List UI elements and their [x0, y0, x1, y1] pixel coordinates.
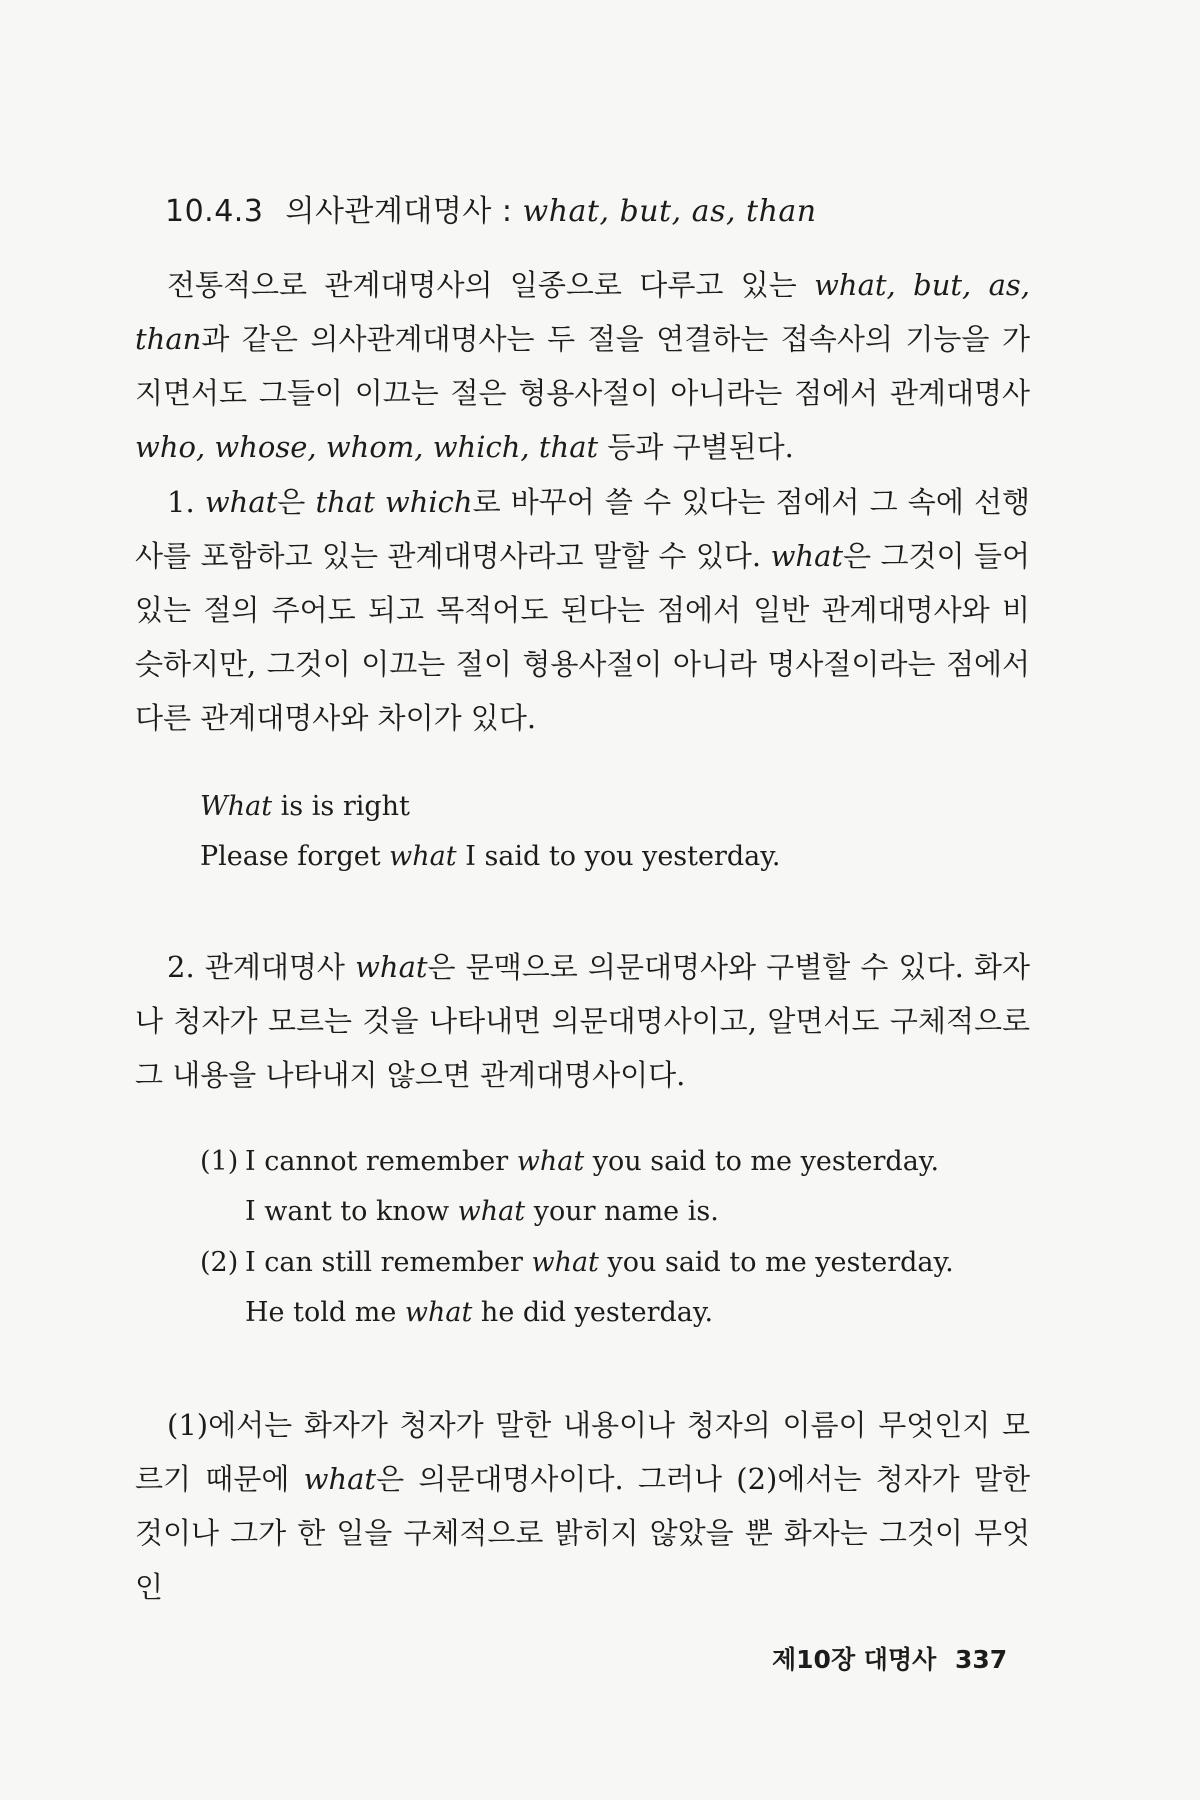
- conclusion-text-2: 은 의문대명사이다. 그러나 (2)에서는 청자가 말한 것이나 그가 한 일을 구체적으로 밝히지 않았을 뿐 화자는 그것이 무엇인: [135, 1462, 1031, 1604]
- section-heading: [165, 186, 817, 230]
- point-1-emphasis-2: that which: [315, 485, 473, 519]
- example-text: I can still remember: [245, 1247, 532, 1278]
- example-1-line-2: [200, 832, 781, 882]
- conclusion-paragraph: [135, 1398, 1030, 1614]
- conclusion-text-1: (1)에서는 화자가 청자가 말한 내용이나 청자의 이름이 무엇인지 모르기 때문에: [135, 1408, 1030, 1496]
- point-1-text-3: 은 그것이 들어 있는 절의 주어도 되고 목적어도 된다는 점에서 일반 관계대명사와 비슷하지만, 그것이 이끄는 절이 형용사절이 아니라 명사절이라는 점에서 다른 관계대명사와 차이가 있다.: [135, 539, 1030, 735]
- point-2-emphasis: what: [355, 950, 428, 984]
- intro-emphasis-2: who, whose, whom, which, that: [135, 430, 599, 464]
- intro-paragraph: [135, 258, 1030, 474]
- example-text: I said to you yesterday.: [456, 841, 781, 872]
- example-emphasis: what: [457, 1196, 526, 1227]
- example-2-1-line-1: [245, 1146, 939, 1177]
- example-emphasis: what: [404, 1297, 473, 1328]
- example-1-line-1: [200, 782, 410, 832]
- section-title-korean: 의사관계대명사 :: [285, 194, 523, 229]
- point-1-emphasis-1: what: [204, 485, 278, 519]
- point-2-text-0: 2. 관계대명사: [167, 950, 356, 984]
- example-text: I want to know: [245, 1196, 458, 1227]
- section-title-english: what, but, as, than: [522, 194, 817, 229]
- chapter-label: 제10장 대명사: [772, 1645, 937, 1674]
- intro-text-2: 과 같은 의사관계대명사는 두 절을 연결하는 접속사의 기능을 가지면서도 그들이 이끄는 절은 형용사절이 아니라는 점에서 관계대명사: [135, 322, 1030, 410]
- intro-emphasis-1: what, but, as, than: [135, 268, 1031, 356]
- example-2-1-line-2: [245, 1196, 719, 1227]
- example-text: he did yesterday.: [472, 1297, 714, 1328]
- point-1-number: 1.: [167, 485, 205, 519]
- example-text: is is right: [272, 791, 410, 822]
- example-emphasis: what: [389, 841, 457, 872]
- point-2-paragraph: [135, 940, 1030, 1102]
- point-1-paragraph: [135, 475, 1030, 745]
- example-emphasis: What: [200, 791, 273, 822]
- example-2-label-2: (2): [200, 1247, 239, 1278]
- point-1-emphasis-3: what: [770, 539, 844, 573]
- section-number: 10.4.3: [165, 194, 264, 229]
- example-text: He told me: [245, 1297, 405, 1328]
- point-2-text-1: 은 문맥으로 의문대명사와 구별할 수 있다. 화자나 청자가 모르는 것을 나타내면 의문대명사이고, 알면서도 구체적으로 그 내용을 나타내지 않으면 관계대명사이다.: [135, 950, 1030, 1092]
- conclusion-emphasis: what: [303, 1462, 377, 1496]
- example-2-label-1: (1): [200, 1146, 239, 1177]
- intro-text-3: 등과 구별된다.: [598, 430, 794, 464]
- example-emphasis: what: [531, 1247, 599, 1278]
- example-text: Please forget: [200, 841, 390, 872]
- example-2-2-line-2: [245, 1297, 713, 1328]
- example-text: your name is.: [525, 1196, 719, 1227]
- page-number: 337: [954, 1645, 1008, 1674]
- example-text: you said to me yesterday.: [598, 1247, 954, 1278]
- page-footer: [772, 1640, 1007, 1676]
- example-emphasis: what: [516, 1146, 585, 1177]
- example-2-2-line-1: [245, 1247, 954, 1278]
- example-text: you said to me yesterday.: [584, 1146, 940, 1177]
- intro-text-1: 전통적으로 관계대명사의 일종으로 다루고 있는: [167, 268, 815, 302]
- point-1-text-2: 로 바꾸어 쓸 수 있다는 점에서 그 속에 선행사를 포함하고 있는 관계대명사라고 말할 수 있다.: [135, 485, 1031, 573]
- point-1-text-1: 은: [277, 485, 316, 519]
- example-text: I cannot remember: [245, 1146, 517, 1177]
